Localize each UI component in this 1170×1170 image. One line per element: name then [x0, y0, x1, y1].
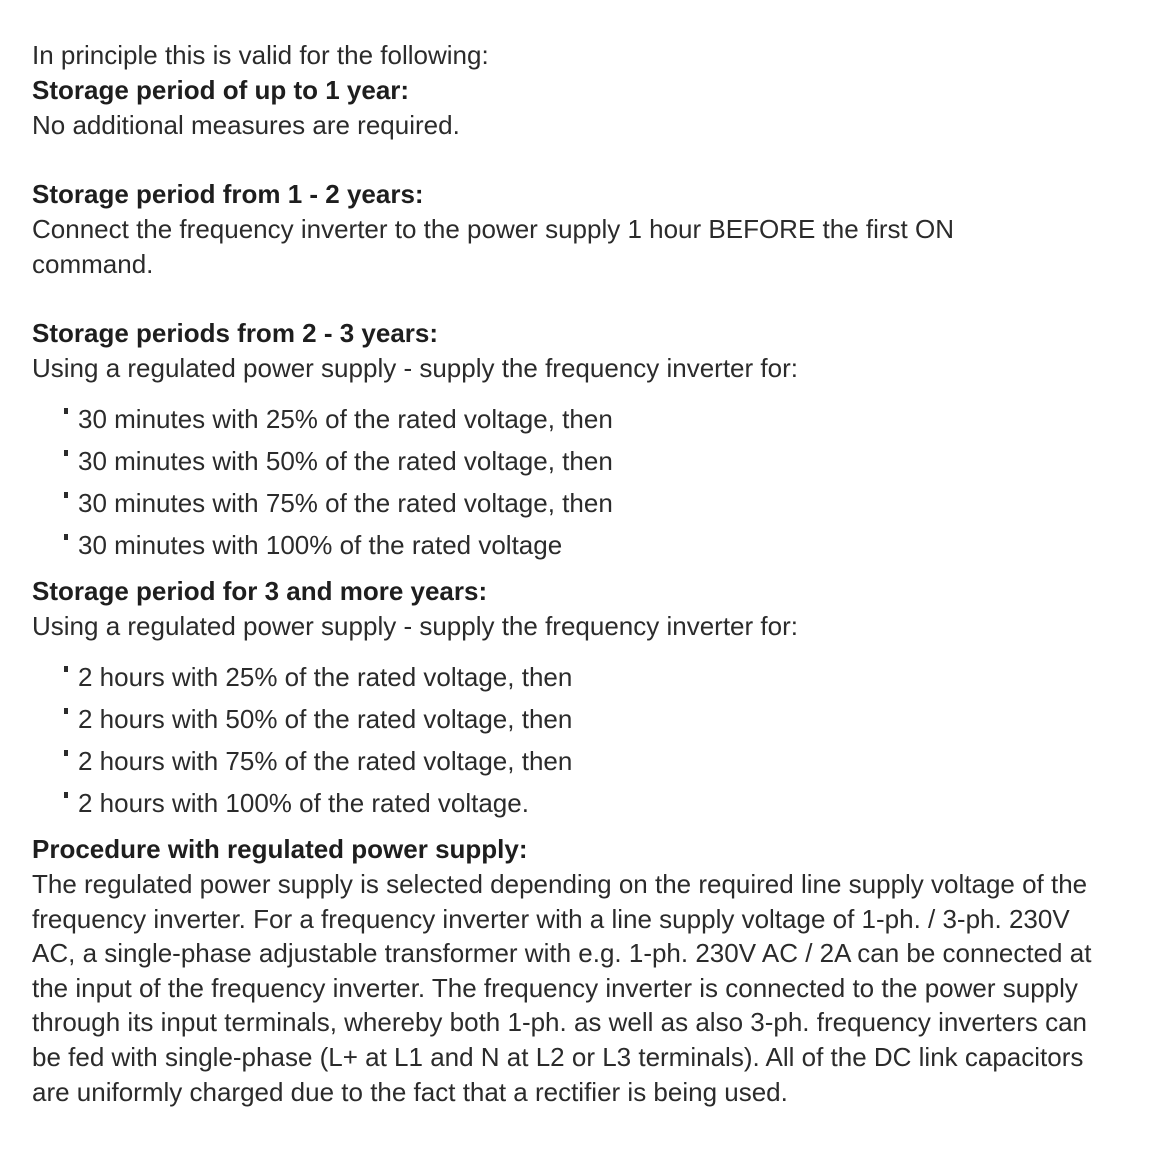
bullet-icon — [64, 534, 68, 540]
bullet-icon — [64, 792, 68, 798]
document-body — [32, 38, 1142, 1109]
bullet-list-3-plus-years — [64, 656, 1142, 824]
section-text-2-3-years: Using a regulated power supply - supply the frequency inverter for: — [32, 353, 798, 383]
spacer — [32, 143, 1142, 177]
spacer — [32, 566, 1142, 574]
section-heading-2-3-years: Storage periods from 2 - 3 years: — [32, 318, 439, 348]
list-item: 30 minutes with 100% of the rated voltage — [64, 524, 1142, 566]
bullet-icon — [64, 408, 68, 414]
list-item: 2 hours with 75% of the rated voltage, then — [64, 740, 1142, 782]
list-item: 2 hours with 50% of the rated voltage, then — [64, 698, 1142, 740]
list-item: 30 minutes with 50% of the rated voltage, then — [64, 440, 1142, 482]
section-text-1-2-years: Connect the frequency inverter to the power supply 1 hour BEFORE the first ON command. — [32, 214, 954, 279]
bullet-icon — [64, 708, 68, 714]
list-item: 2 hours with 25% of the rated voltage, then — [64, 656, 1142, 698]
section-heading-3-plus-years: Storage period for 3 and more years: — [32, 576, 488, 606]
section-text-up-to-1-year: No additional measures are required. — [32, 110, 460, 140]
section-heading-up-to-1-year: Storage period of up to 1 year: — [32, 75, 410, 105]
spacer — [32, 282, 1142, 316]
list-item: 2 hours with 100% of the rated voltage. — [64, 782, 1142, 824]
bullet-icon — [64, 750, 68, 756]
section-text-procedure: The regulated power supply is selected depending on the required line supply voltage of the frequency inverter. For a frequency inverter with a line supply voltage of 1-ph. / 3-ph. 230V AC, a single-phase adjustable transformer with e.g. 1-ph. 230V AC / 2A can be connected at the input of the frequency inverter. The frequency inverter is connected to the power supply through its input terminals, whereby both 1-ph. as well as also 3-ph. frequency inverters can be fed with single-phase (L+ at L1 and N at L2 or L3 terminals). All of the DC link capacitors are uniformly charged due to the fact that a rectifier is being used. — [32, 869, 1092, 1107]
intro-text: In principle this is valid for the following: — [32, 40, 489, 70]
list-item: 30 minutes with 75% of the rated voltage, then — [64, 482, 1142, 524]
list-item: 30 minutes with 25% of the rated voltage, then — [64, 398, 1142, 440]
spacer — [32, 824, 1142, 832]
bullet-icon — [64, 450, 68, 456]
bullet-icon — [64, 492, 68, 498]
bullet-icon — [64, 666, 68, 672]
section-heading-procedure: Procedure with regulated power supply: — [32, 834, 528, 864]
section-heading-1-2-years: Storage period from 1 - 2 years: — [32, 179, 424, 209]
section-text-3-plus-years: Using a regulated power supply - supply the frequency inverter for: — [32, 611, 798, 641]
bullet-list-2-3-years — [64, 398, 1142, 566]
